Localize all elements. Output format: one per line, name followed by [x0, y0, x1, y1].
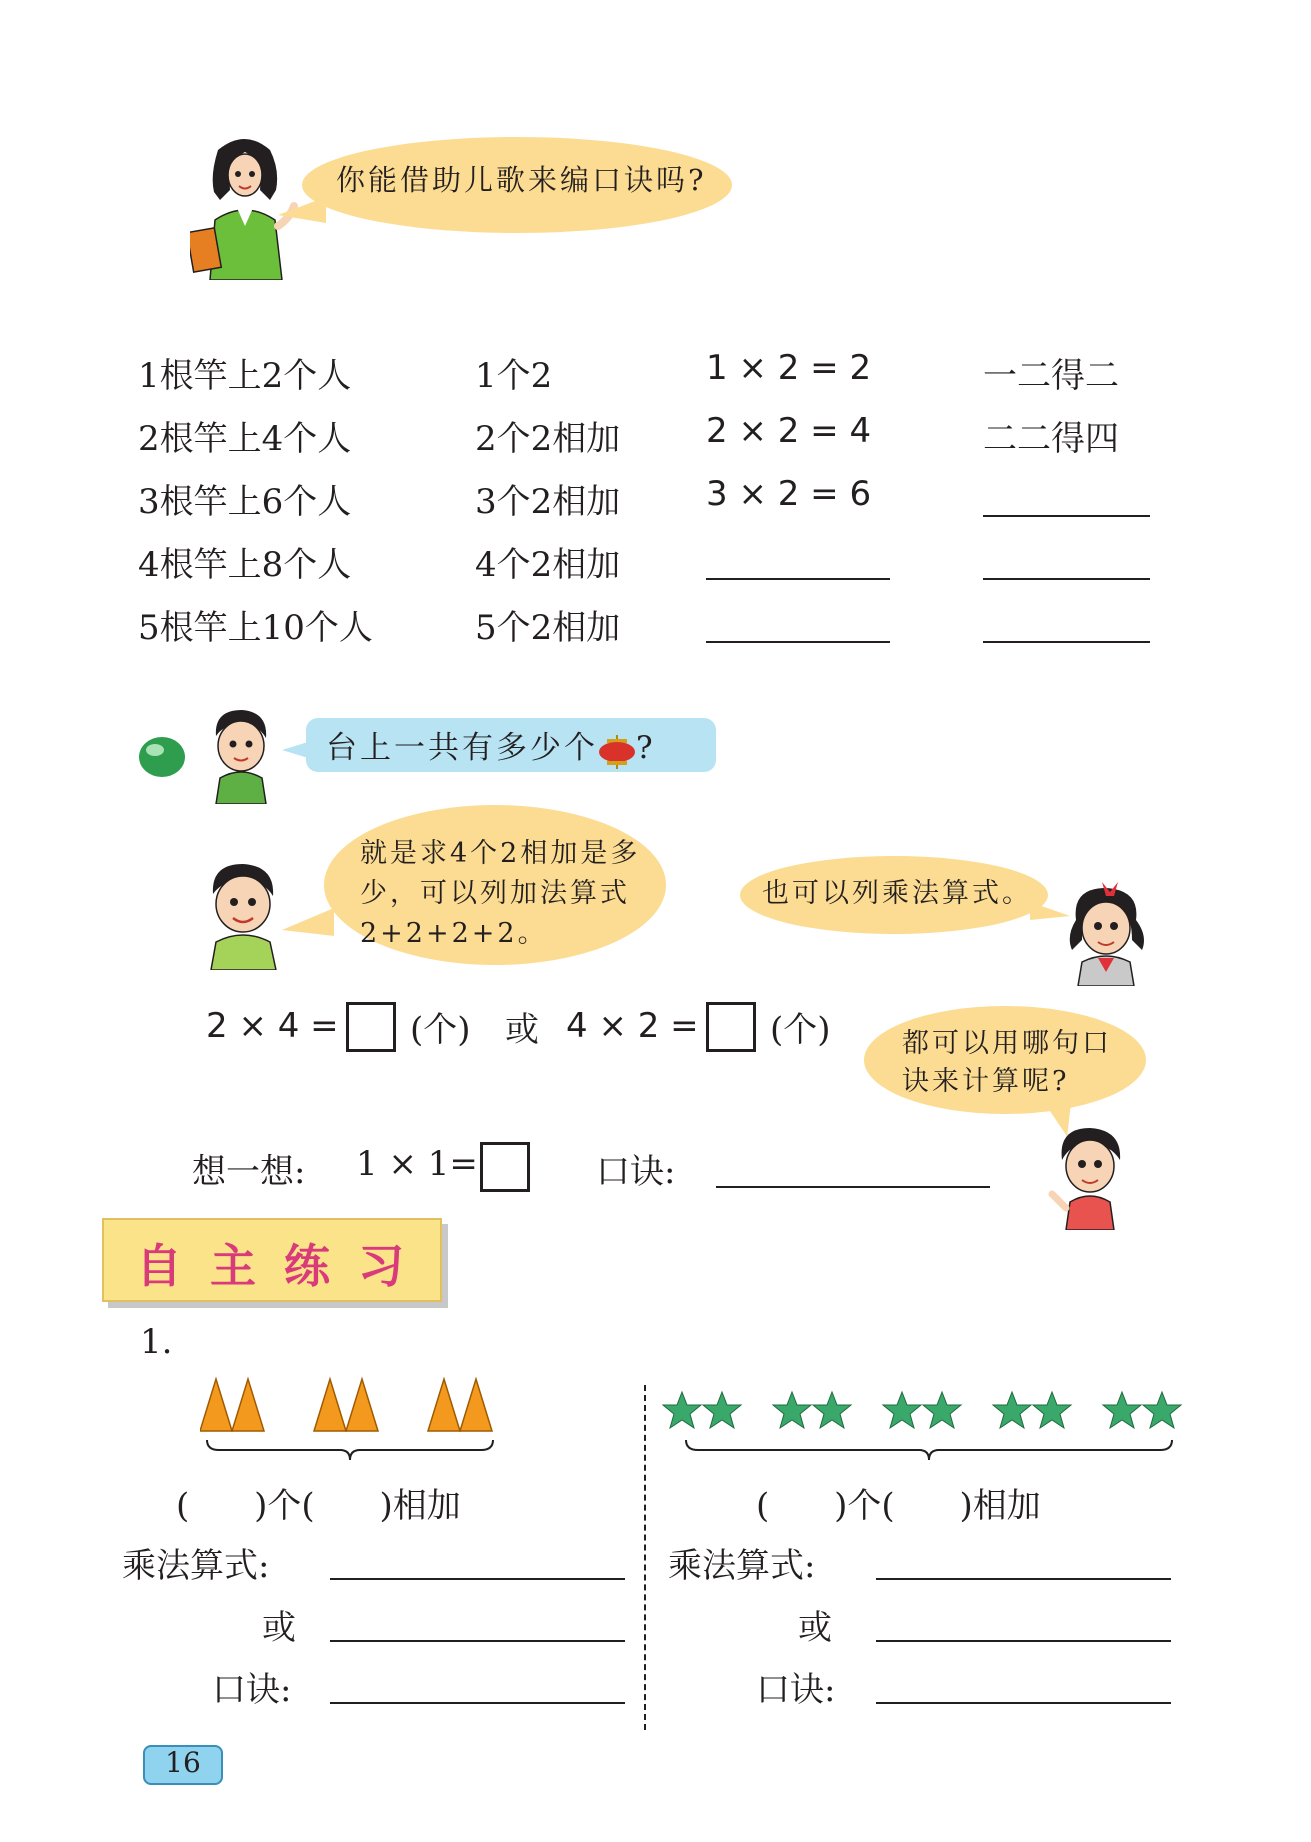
equation-cell: 1 × 2 = 2 — [706, 348, 872, 388]
green-ball-icon — [138, 736, 186, 778]
girl2-bubble-line: 都可以用哪句口 — [902, 1028, 1112, 1059]
poles-cell: 5根竿上10个人 — [138, 608, 373, 648]
bubble-tail — [278, 197, 326, 223]
answer-box[interactable] — [706, 1002, 756, 1052]
count-cell: 4个2相加 — [475, 545, 621, 585]
think-label: 想一想: — [192, 1152, 306, 1192]
rhyme-label: 口诀: — [756, 1670, 836, 1710]
page-number: 16 — [165, 1746, 201, 1779]
answer-box[interactable] — [480, 1142, 530, 1192]
boy-bubble-line: 少，可以列加法算式 — [360, 878, 630, 909]
count-cell: 1个2 — [475, 356, 553, 396]
brace — [684, 1438, 1174, 1464]
girl2-bubble-line: 诀来计算呢? — [902, 1066, 1070, 1097]
rhyme-blank[interactable] — [983, 641, 1150, 643]
boy-bubble-line: 2+2+2+2。 — [360, 918, 548, 949]
or-label: 或 — [505, 1010, 539, 1050]
poles-cell: 4根竿上8个人 — [138, 545, 352, 585]
mult-label: 乘法算式: — [122, 1546, 270, 1586]
lantern-icon — [598, 735, 636, 765]
mult-blank[interactable] — [330, 1578, 625, 1580]
question-mark: ? — [636, 730, 656, 766]
bubble-tail — [282, 742, 308, 758]
section-title: 自 主 练 习 — [136, 1239, 411, 1293]
teacher-bubble-text: 你能借助儿歌来编口诀吗? — [336, 163, 707, 197]
or-blank[interactable] — [876, 1640, 1171, 1642]
rhyme-blank[interactable] — [876, 1702, 1171, 1704]
boy-bubble-line: 就是求4个2相加是多 — [360, 838, 641, 869]
answer-box[interactable] — [346, 1002, 396, 1052]
or-label: 或 — [798, 1608, 832, 1648]
count-cell: 2个2相加 — [475, 419, 621, 459]
rhyme-blank[interactable] — [983, 578, 1150, 580]
or-blank[interactable] — [330, 1640, 625, 1642]
girl2-illustration — [1048, 1120, 1132, 1230]
rhyme-cell: 二二得四 — [983, 419, 1119, 459]
boy-avatar — [208, 706, 274, 804]
bubble-tail — [282, 908, 334, 936]
poles-cell: 1根竿上2个人 — [138, 356, 352, 396]
group-text: ( )个( )相加 — [176, 1486, 461, 1526]
rhyme-blank[interactable] — [716, 1186, 990, 1188]
equation-blank[interactable] — [706, 578, 890, 580]
star-group — [662, 1390, 1192, 1434]
mult-label: 乘法算式: — [668, 1546, 816, 1586]
unit-label: (个) — [770, 1010, 831, 1050]
poles-cell: 2根竿上4个人 — [138, 419, 352, 459]
equation-blank[interactable] — [706, 641, 890, 643]
rhyme-blank[interactable] — [983, 515, 1150, 517]
count-cell: 3个2相加 — [475, 482, 621, 522]
poles-cell: 3根竿上6个人 — [138, 482, 352, 522]
question-text-part: 台上一共有多少个 — [326, 730, 598, 766]
or-label: 或 — [262, 1608, 296, 1648]
mult-blank[interactable] — [876, 1578, 1171, 1580]
equation-cell: 3 × 2 = 6 — [706, 474, 872, 514]
think-expr: 1 × 1= — [356, 1144, 478, 1184]
rhyme-label: 口诀: — [212, 1670, 292, 1710]
brace — [205, 1438, 495, 1464]
girl-bubble-text: 也可以列乘法算式。 — [762, 878, 1032, 909]
dashed-divider — [644, 1385, 646, 1730]
count-cell: 5个2相加 — [475, 608, 621, 648]
equation-right: 4 × 2 = — [566, 1006, 699, 1046]
equation-left: 2 × 4 = — [206, 1006, 339, 1046]
rhyme-blank[interactable] — [330, 1702, 625, 1704]
rhyme-label: 口诀: — [596, 1152, 676, 1192]
unit-label: (个) — [410, 1010, 471, 1050]
question-text — [326, 722, 656, 767]
triangle-group — [200, 1375, 500, 1435]
table-row — [138, 348, 351, 397]
rhyme-cell: 一二得二 — [983, 356, 1119, 396]
exercise-number: 1. — [140, 1322, 173, 1362]
boy-illustration — [203, 858, 285, 970]
equation-cell: 2 × 2 = 4 — [706, 411, 872, 451]
girl-illustration — [1062, 880, 1158, 986]
group-text: ( )个( )相加 — [756, 1486, 1041, 1526]
